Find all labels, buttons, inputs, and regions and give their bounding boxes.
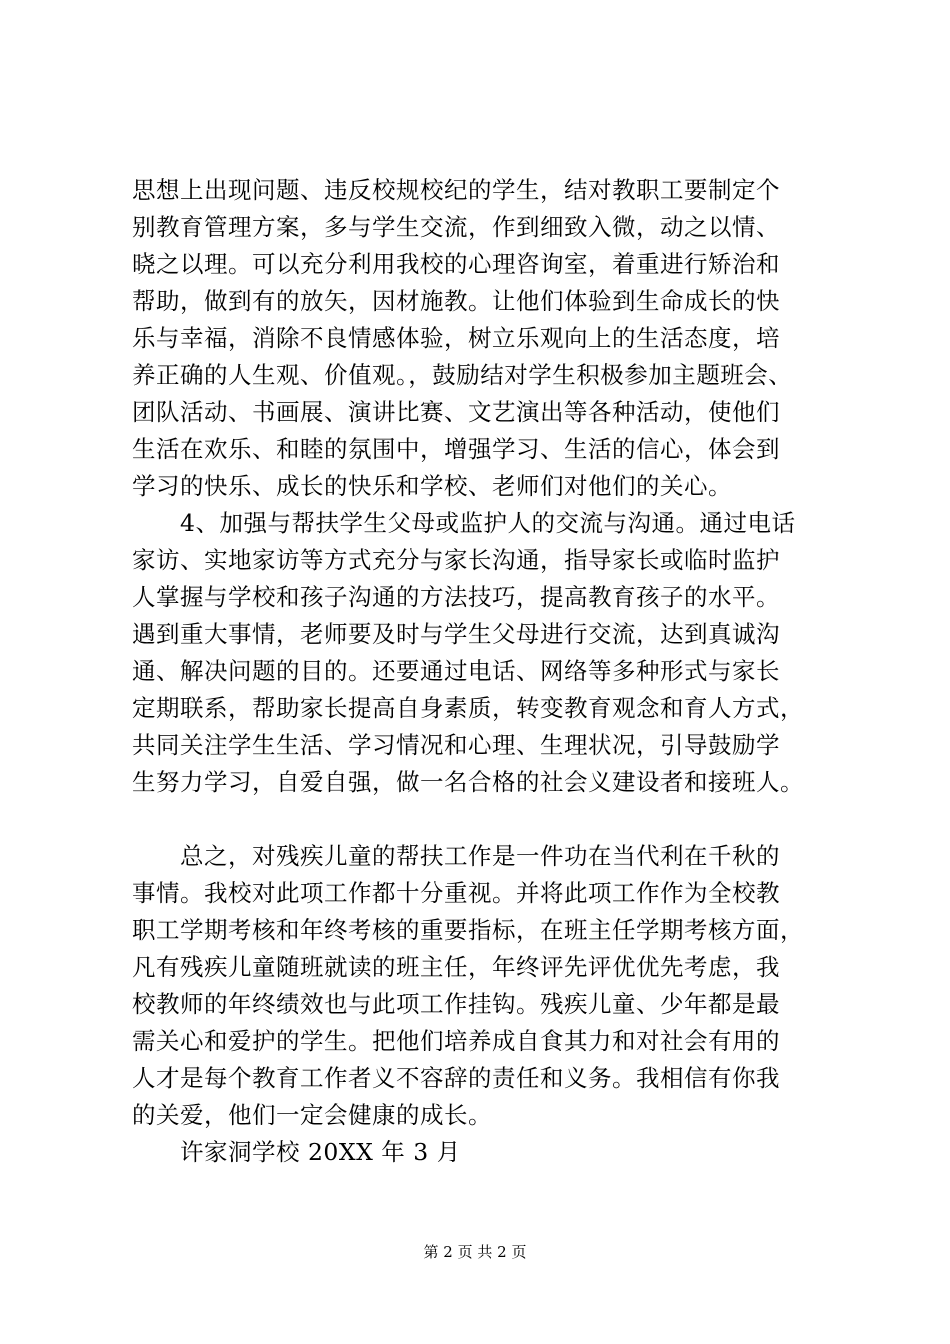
text-line: 凡有残疾儿童随班就读的班主任，年终评先评优优先考虑，我 <box>132 953 780 981</box>
text-line: 人掌握与学校和孩子沟通的方法技巧，提高教育孩子的水平。 <box>132 583 780 611</box>
paragraph-3 <box>132 838 854 1134</box>
text-line: 共同关注学生生活、学习情况和心理、生理状况，引导鼓励学 <box>132 731 780 759</box>
text-line: 职工学期考核和年终考核的重要指标，在班主任学期考核方面， <box>132 916 804 944</box>
text-line: 生活在欢乐、和睦的氛围中，增强学习、生活的信心，体会到 <box>132 435 780 463</box>
page-number: 第 2 页 共 2 页 <box>423 1243 527 1261</box>
text-line: 家访、实地家访等方式充分与家长沟通，指导家长或临时监护 <box>132 546 780 574</box>
text-line: 团队活动、书画展、演讲比赛、文艺演出等各种活动，使他们 <box>132 398 780 426</box>
text-line: 4、加强与帮扶学生父母或监护人的交流与沟通。通过电话 <box>132 509 796 537</box>
text-line: 晓之以理。可以充分利用我校的心理咨询室，着重进行矫治和 <box>132 250 780 278</box>
paragraph-spacer <box>132 801 854 838</box>
text-line: 帮助，做到有的放矢，因材施教。让他们体验到生命成长的快 <box>132 287 780 315</box>
text-line: 养正确的人生观、价值观。，鼓励结对学生积极参加主题班会、 <box>132 361 793 389</box>
text-line: 总之，对残疾儿童的帮扶工作是一件功在当代利在千秋的 <box>132 842 780 870</box>
text-line: 生努力学习，自爱自强，做一名合格的社会义建设者和接班人。 <box>132 768 804 796</box>
text-line: 人才是每个教育工作者义不容辞的责任和义务。我相信有你我 <box>132 1064 780 1092</box>
text-line: 事情。我校对此项工作都十分重视。并将此项工作作为全校教 <box>132 879 780 907</box>
text-line: 思想上出现问题、违反校规校纪的学生，结对教职工要制定个 <box>132 176 780 204</box>
text-line: 定期联系，帮助家长提高自身素质，转变教育观念和育人方式， <box>132 694 804 722</box>
document-body <box>132 172 854 1171</box>
text-line: 遇到重大事情，老师要及时与学生父母进行交流，达到真诚沟 <box>132 620 780 648</box>
paragraph-1 <box>132 172 854 505</box>
signature-line: 许家洞学校 20XX 年 3 月 <box>132 1138 461 1166</box>
text-line: 通、解决问题的目的。还要通过电话、网络等多种形式与家长 <box>132 657 780 685</box>
text-line: 学习的快乐、成长的快乐和学校、老师们对他们的关心。 <box>132 472 732 500</box>
page-footer <box>0 1242 950 1262</box>
paragraph-2 <box>132 505 854 801</box>
text-line: 乐与幸福，消除不良情感体验，树立乐观向上的生活态度，培 <box>132 324 780 352</box>
text-line: 需关心和爱护的学生。把他们培养成自食其力和对社会有用的 <box>132 1027 780 1055</box>
text-line: 别教育管理方案，多与学生交流，作到细致入微，动之以情、 <box>132 213 780 241</box>
text-line: 的关爱，他们一定会健康的成长。 <box>132 1101 492 1129</box>
text-line: 校教师的年终绩效也与此项工作挂钩。残疾儿童、少年都是最 <box>132 990 780 1018</box>
